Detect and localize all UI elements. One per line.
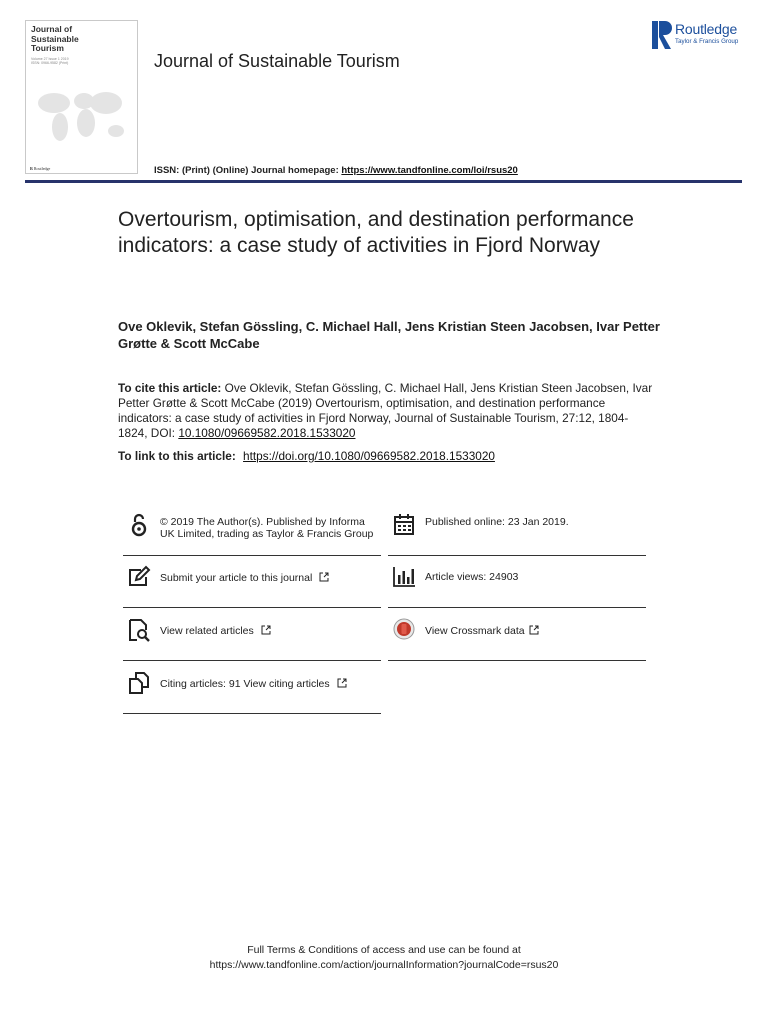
external-link-icon xyxy=(319,572,329,582)
crossmark-link[interactable] xyxy=(425,625,647,637)
article-views-row xyxy=(388,565,646,607)
issn-label: ISSN: (Print) (Online) Journal homepage: xyxy=(154,165,342,176)
article-link-line xyxy=(118,449,653,463)
grid-divider xyxy=(388,607,646,608)
footer-terms-link[interactable]: https://www.tandfonline.com/action/journalInformation?journalCode=rsus20 xyxy=(209,959,559,971)
terms-footer xyxy=(0,943,768,973)
brand-subtitle: Taylor & Francis Group xyxy=(675,38,739,45)
published-date-text: Published online: 23 Jan 2019. xyxy=(425,516,569,528)
citing-articles-link[interactable] xyxy=(160,678,382,690)
routledge-logo[interactable] xyxy=(652,21,752,51)
grid-divider xyxy=(123,607,381,608)
cover-title-line: Journal of xyxy=(31,24,73,34)
submit-article-link[interactable] xyxy=(160,572,382,584)
article-views-text: Article views: 24903 xyxy=(425,571,519,583)
cover-title-line: Sustainable xyxy=(31,33,79,44)
related-articles-link[interactable] xyxy=(160,625,382,637)
related-articles-row[interactable] xyxy=(123,618,381,660)
crossmark-label: View Crossmark data xyxy=(425,625,525,637)
routledge-r-icon xyxy=(652,21,672,49)
cover-meta-line: ISSN: 0966-9582 (Print) xyxy=(31,61,69,65)
submit-article-label: Submit your article to this journal xyxy=(160,572,313,584)
grid-divider xyxy=(123,555,381,556)
cover-meta-line: Volume 27 Issue 1 2019 xyxy=(31,57,69,61)
grid-divider xyxy=(123,713,381,714)
cite-text: Ove Oklevik, Stefan Gössling, C. Michael Hall, Jens Kristian Steen Jacobsen, Ivar Petter Grøtte & Scott McCabe (2019) Overtourism, optimisation, and destination performance indicators: a case study of activities in Fjord Norway, Journal of Sustainable Tourism, 27:12, 1804-1824, DOI: xyxy=(118,381,653,440)
citing-articles-row[interactable] xyxy=(123,671,381,713)
cover-publisher-name: Routledge xyxy=(33,166,51,171)
external-link-icon xyxy=(529,625,539,635)
search-document-icon xyxy=(127,618,151,642)
issn-homepage-line xyxy=(154,165,518,176)
cite-label: To cite this article: xyxy=(118,381,222,395)
journal-cover-thumbnail xyxy=(25,20,138,174)
brand-name: Routledge xyxy=(675,21,738,37)
link-label: To link to this article: xyxy=(118,449,240,463)
world-map-graphic xyxy=(32,81,132,151)
cover-publisher-logo: R Routledge xyxy=(30,166,51,171)
submit-article-row[interactable] xyxy=(123,565,381,607)
open-access-icon xyxy=(127,513,151,537)
citation-block xyxy=(118,381,653,441)
grid-divider xyxy=(123,660,381,661)
citing-documents-icon xyxy=(127,671,151,695)
article-doi-link[interactable]: https://doi.org/10.1080/09669582.2018.1533020 xyxy=(243,449,495,463)
article-authors: Ove Oklevik, Stefan Gössling, C. Michael Hall, Jens Kristian Steen Jacobsen, Ivar Petter Grøtte & Scott McCabe xyxy=(118,319,660,351)
external-link-icon xyxy=(261,625,271,635)
footer-line: Full Terms & Conditions of access and use can be found at xyxy=(247,944,521,956)
article-title: Overtourism, optimisation, and destination performance indicators: a case study of activities in Fjord Norway xyxy=(118,208,634,257)
cover-title xyxy=(31,25,131,54)
edit-icon xyxy=(127,565,151,589)
journal-name: Journal of Sustainable Tourism xyxy=(154,51,400,71)
open-access-text: © 2019 The Author(s). Published by Informa UK Limited, trading as Taylor & Francis Group xyxy=(160,516,374,540)
bar-chart-icon xyxy=(392,565,416,589)
crossmark-row[interactable] xyxy=(388,618,646,660)
journal-homepage-link[interactable]: https://www.tandfonline.com/loi/rsus20 xyxy=(341,165,518,176)
grid-divider xyxy=(388,555,646,556)
cover-meta xyxy=(31,57,91,65)
open-access-info xyxy=(123,513,381,555)
related-articles-label: View related articles xyxy=(160,625,254,637)
cover-title-line: Tourism xyxy=(31,43,64,53)
calendar-icon xyxy=(392,513,416,537)
citing-articles-label: Citing articles: 91 View citing articles xyxy=(160,678,330,690)
crossmark-icon xyxy=(392,618,416,642)
published-info xyxy=(388,513,646,555)
cite-doi-link[interactable]: 10.1080/09669582.2018.1533020 xyxy=(178,426,356,440)
grid-divider xyxy=(388,660,646,661)
header-divider xyxy=(25,180,742,183)
external-link-icon xyxy=(337,678,347,688)
